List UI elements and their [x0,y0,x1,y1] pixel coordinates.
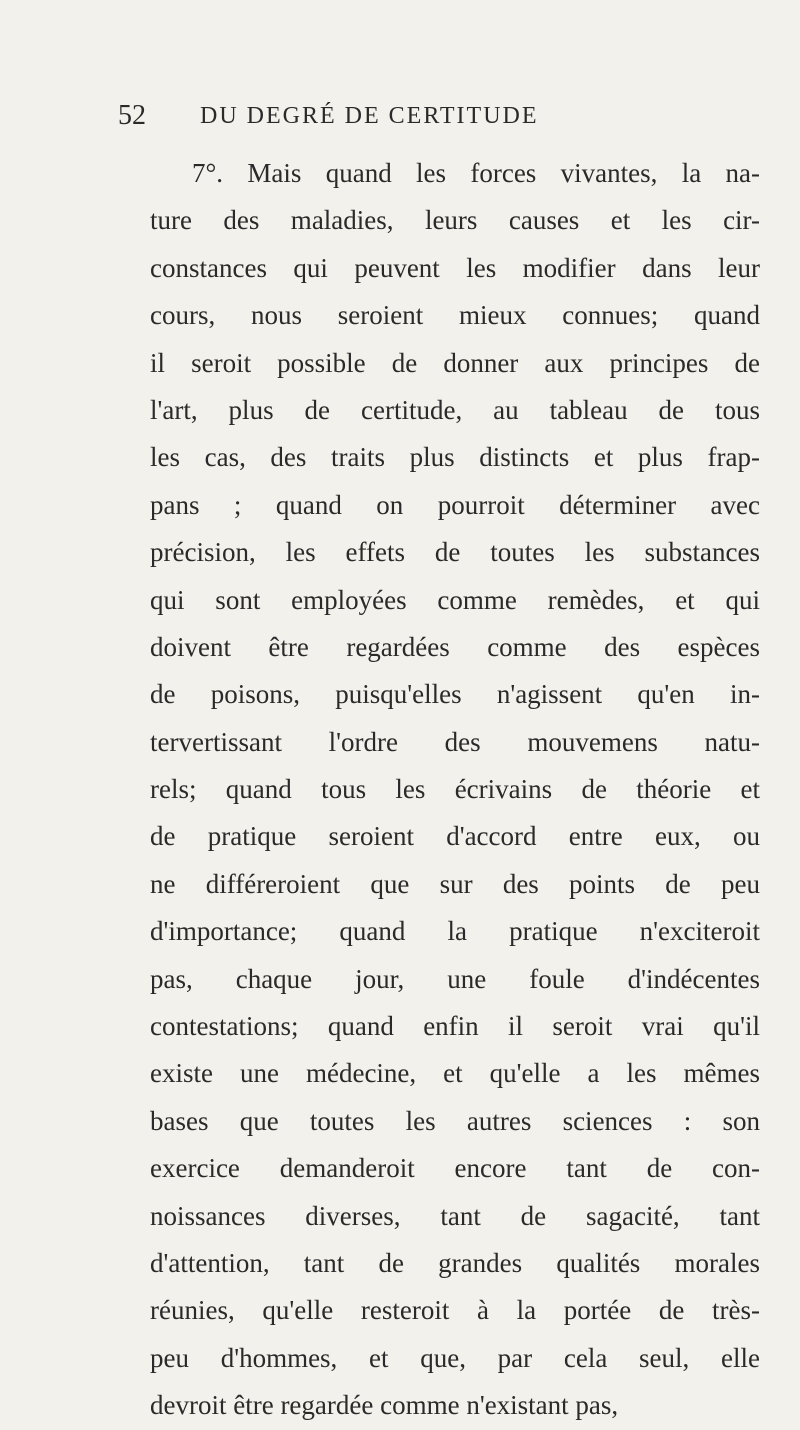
text-line: d'attention, tant de grandes qualités morales [150,1247,760,1278]
text-line: qui sont employées comme remèdes, et qui [150,584,760,615]
text-line: ture des maladies, leurs causes et les cir- [150,205,760,236]
text-line: les cas, des traits plus distincts et plus frap- [150,442,760,473]
text-line: peu d'hommes, et que, par cela seul, elle [150,1342,760,1373]
page-header [118,100,758,140]
text-line: 7°. Mais quand les forces vivantes, la na- [192,158,760,188]
text-line: de pratique seroient d'accord entre eux, ou [150,821,760,852]
text-line: existe une médecine, et qu'elle a les mêmes [150,1058,760,1089]
text-line: noissances diverses, tant de sagacité, tant [150,1200,760,1231]
text-line: pans ; quand on pourroit déterminer avec [150,489,760,520]
text-line: d'importance; quand la pratique n'exciteroit [150,916,760,947]
page-number: 52 [118,100,146,131]
text-line: doivent être regardées comme des espèces [150,631,760,662]
text-line: rels; quand tous les écrivains de théorie et [150,774,760,805]
text-line: pas, chaque jour, une foule d'indécentes [150,963,760,994]
text-line: il seroit possible de donner aux principes de [150,347,760,378]
text-line: exercice demanderoit encore tant de con- [150,1153,760,1184]
text-line: cours, nous seroient mieux connues; quand [150,300,760,331]
running-title: DU DEGRÉ DE CERTITUDE [200,103,539,129]
text-line: de poisons, puisqu'elles n'agissent qu'en in- [150,679,760,710]
text-line: contestations; quand enfin il seroit vrai qu'il [150,1011,760,1042]
text-line: l'art, plus de certitude, au tableau de tous [150,394,760,425]
text-line: constances qui peuvent les modifier dans leur [150,252,760,283]
text-line: devroit être regardée comme n'existant pas, [150,1390,619,1421]
text-line: ne différeroient que sur des points de peu [150,868,760,899]
text-line: bases que toutes les autres sciences : son [150,1105,760,1136]
text-line: tervertissant l'ordre des mouvemens natu- [150,726,760,757]
text-line: réunies, qu'elle resteroit à la portée de très- [150,1295,760,1326]
body-text [150,150,760,1430]
text-line: précision, les effets de toutes les substances [150,537,760,568]
